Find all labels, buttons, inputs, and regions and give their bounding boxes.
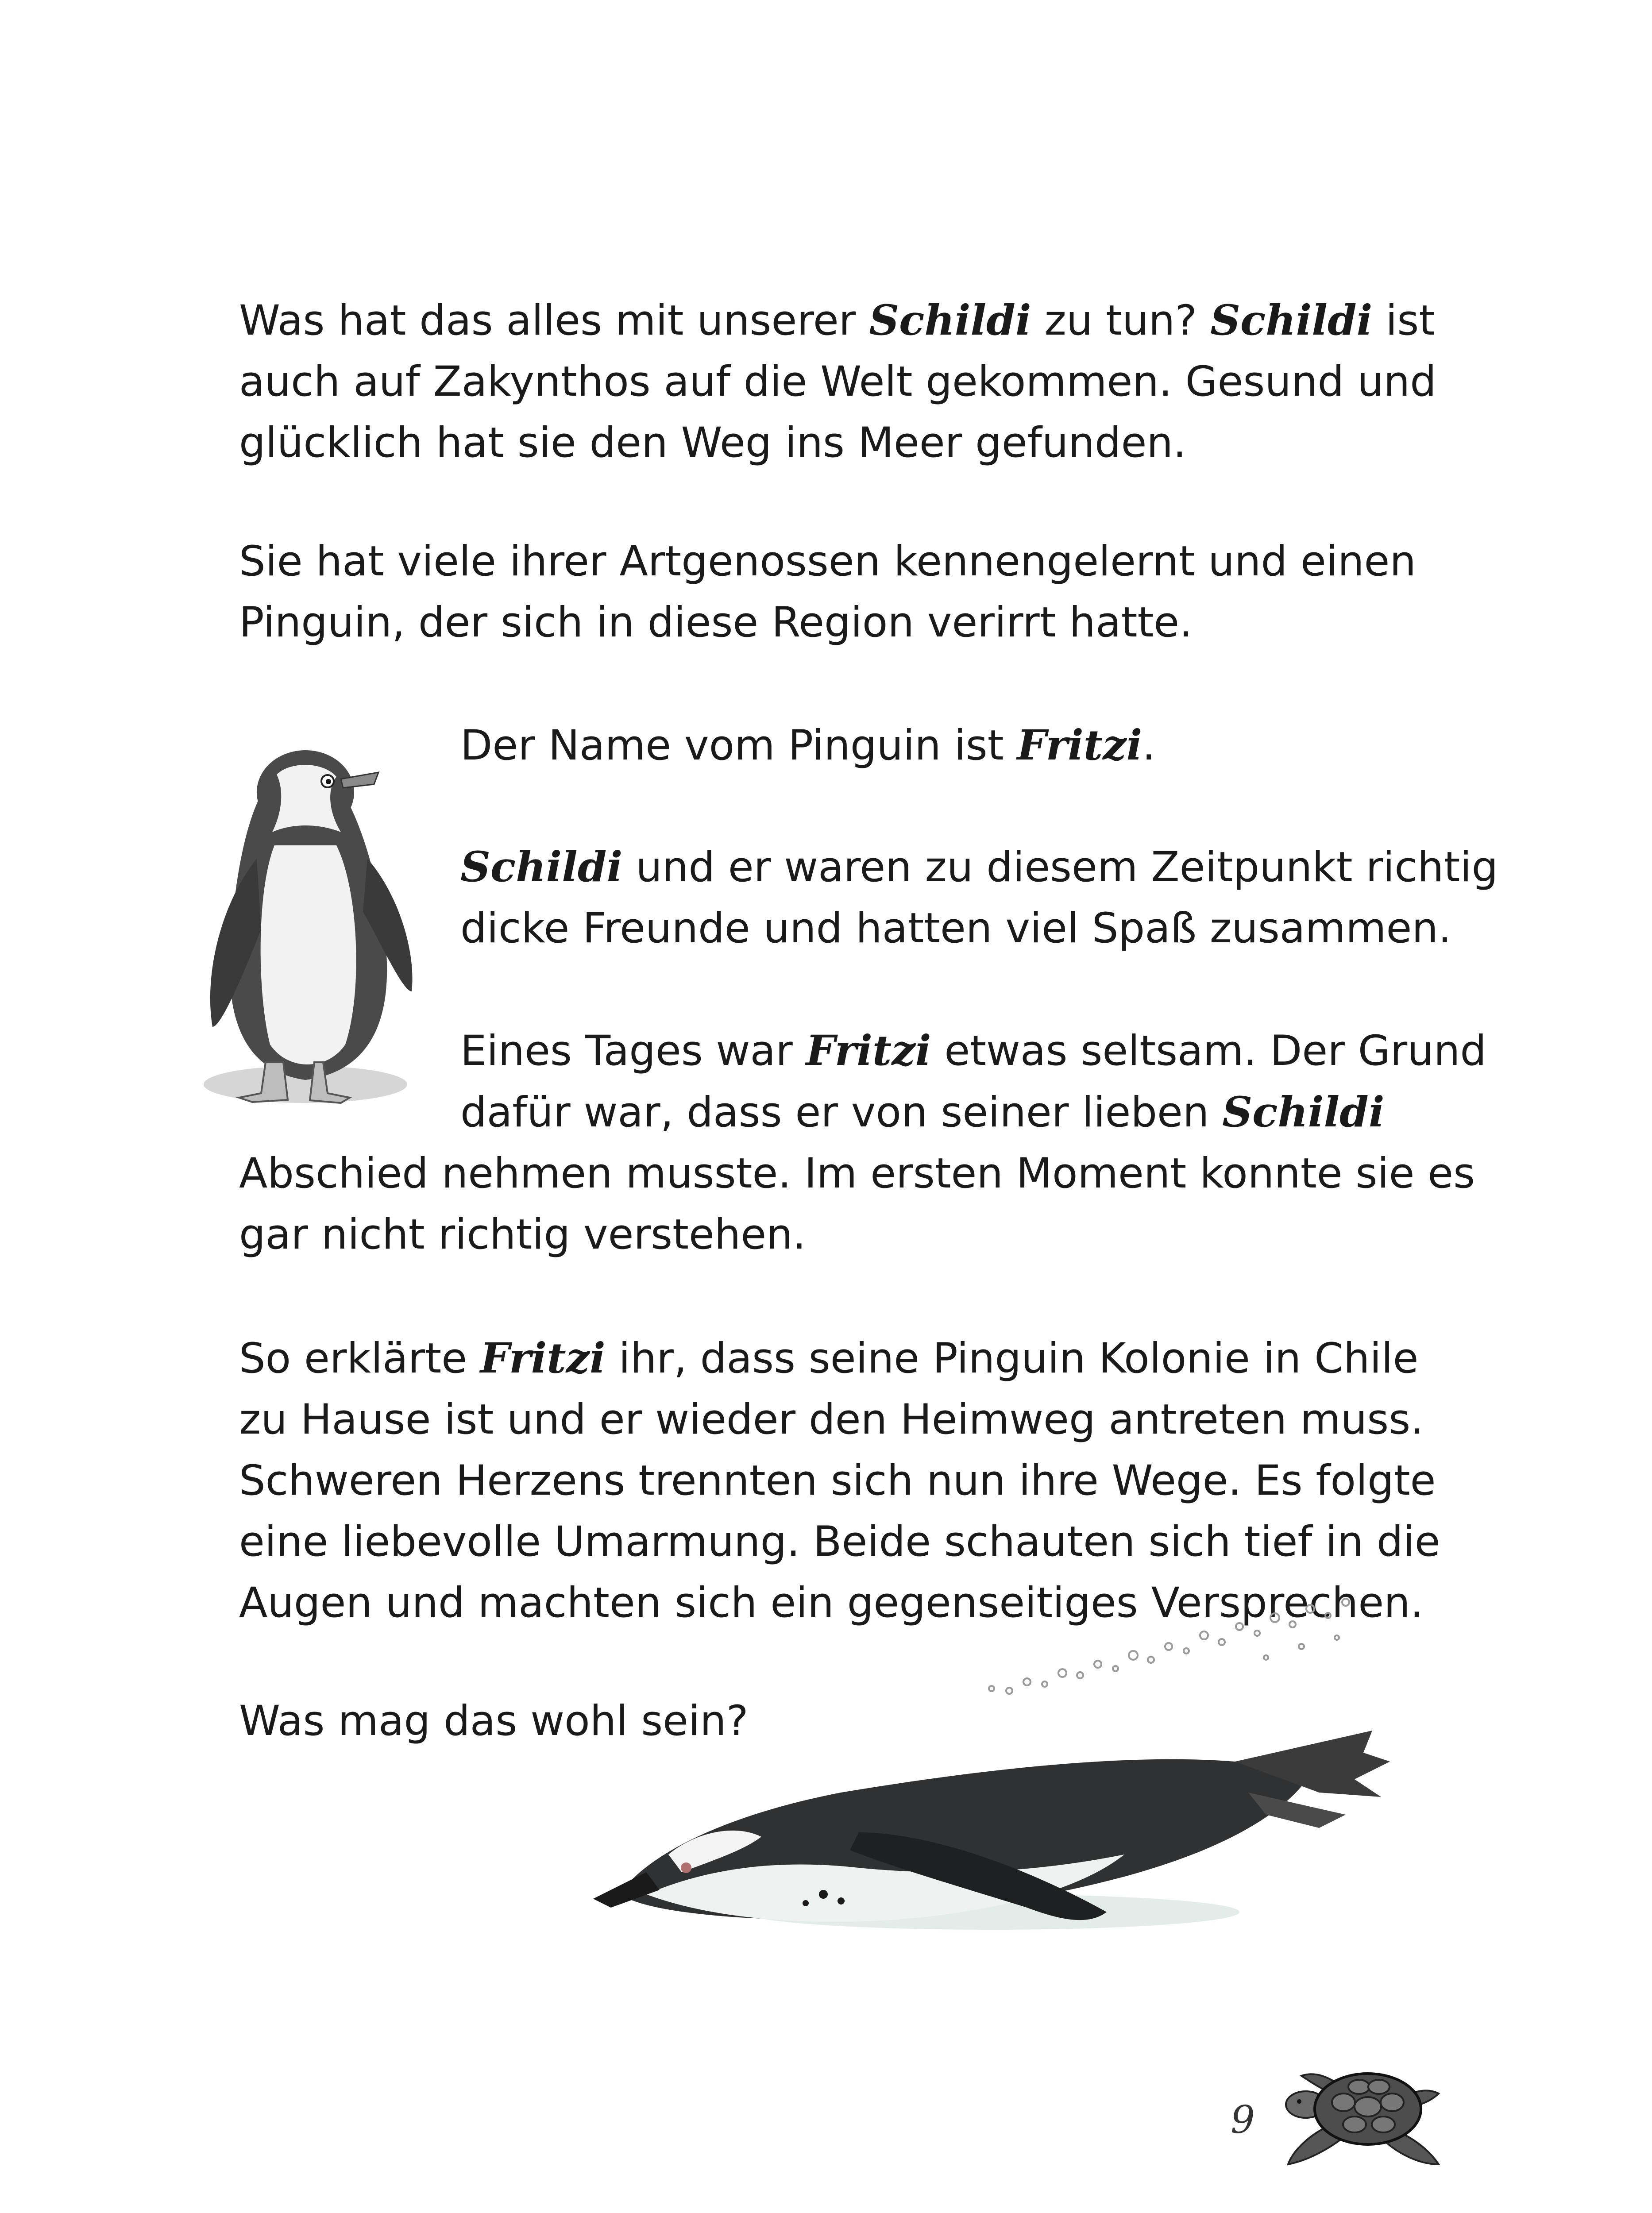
name-schildi: Schildi — [460, 843, 623, 891]
text-segment: etwas seltsam. Der Grund — [931, 1027, 1487, 1075]
text-line: Sie hat viele ihrer Artgenossen kennengelernt und einen — [239, 537, 1416, 586]
paragraph-schildi-intro — [239, 290, 1436, 474]
paragraph-artgenossen — [239, 531, 1416, 653]
name-fritzi: Fritzi — [1017, 721, 1143, 770]
text-line: gar nicht richtig verstehen. — [239, 1211, 806, 1259]
text-line: glücklich hat sie den Weg ins Meer gefunden. — [239, 419, 1186, 467]
text-line — [460, 715, 1155, 776]
standing-penguin-illustration — [195, 744, 425, 1111]
text-line — [239, 1020, 1486, 1082]
text-line: eine liebevolle Umarmung. Beide schauten sich tief in die — [239, 1518, 1440, 1566]
paragraph-penguin-name — [460, 715, 1155, 776]
name-fritzi: Fritzi — [806, 1026, 931, 1075]
text-line: Schweren Herzens trennten sich nun ihre Wege. Es folgte — [239, 1457, 1436, 1505]
text-line — [239, 290, 1436, 351]
name-schildi: Schildi — [1222, 1088, 1385, 1137]
text-line: Abschied nehmen musste. Im ersten Moment konnte sie es — [239, 1149, 1475, 1198]
text-line — [239, 1328, 1440, 1389]
name-fritzi: Fritzi — [480, 1334, 606, 1383]
paragraph-farewell — [239, 1020, 1486, 1265]
text-line: Pinguin, der sich in diese Region verirrt hatte. — [239, 598, 1193, 647]
text-line: dicke Freunde und hatten viel Spaß zusammen. — [460, 904, 1451, 952]
name-schildi: Schildi — [869, 296, 1031, 345]
page-number: 9 — [1231, 2098, 1255, 2142]
text-line: Augen und machten sich ein gegenseitiges Versprechen. — [239, 1579, 1424, 1627]
text-segment: und er waren zu diesem Zeitpunkt richtig — [622, 843, 1498, 891]
text-line — [460, 837, 1498, 898]
turtle-icon — [1284, 2058, 1443, 2173]
text-segment: ist — [1372, 297, 1436, 345]
swimming-penguin-image — [593, 1585, 1390, 1956]
paragraph-friends — [460, 837, 1498, 959]
text-line — [239, 1082, 1486, 1143]
text-segment: . — [1142, 721, 1156, 770]
text-line: zu Hause ist und er wieder den Heimweg antreten muss. — [239, 1396, 1424, 1444]
text-segment: Was hat das alles mit unserer — [239, 297, 869, 345]
text-segment: dafür war, dass er von seiner lieben — [460, 1088, 1223, 1137]
text-segment: zu tun? — [1031, 297, 1211, 345]
text-segment: Eines Tages war — [460, 1027, 806, 1075]
text-segment: So erklärte — [239, 1334, 480, 1383]
text-line: auch auf Zakynthos auf die Welt gekommen. Gesund und — [239, 358, 1436, 406]
text-line: Was mag das wohl sein? — [239, 1697, 749, 1745]
text-segment: Der Name vom Pinguin ist — [460, 721, 1017, 770]
text-segment: ihr, dass seine Pinguin Kolonie in Chile — [605, 1334, 1419, 1383]
name-schildi: Schildi — [1210, 296, 1373, 345]
